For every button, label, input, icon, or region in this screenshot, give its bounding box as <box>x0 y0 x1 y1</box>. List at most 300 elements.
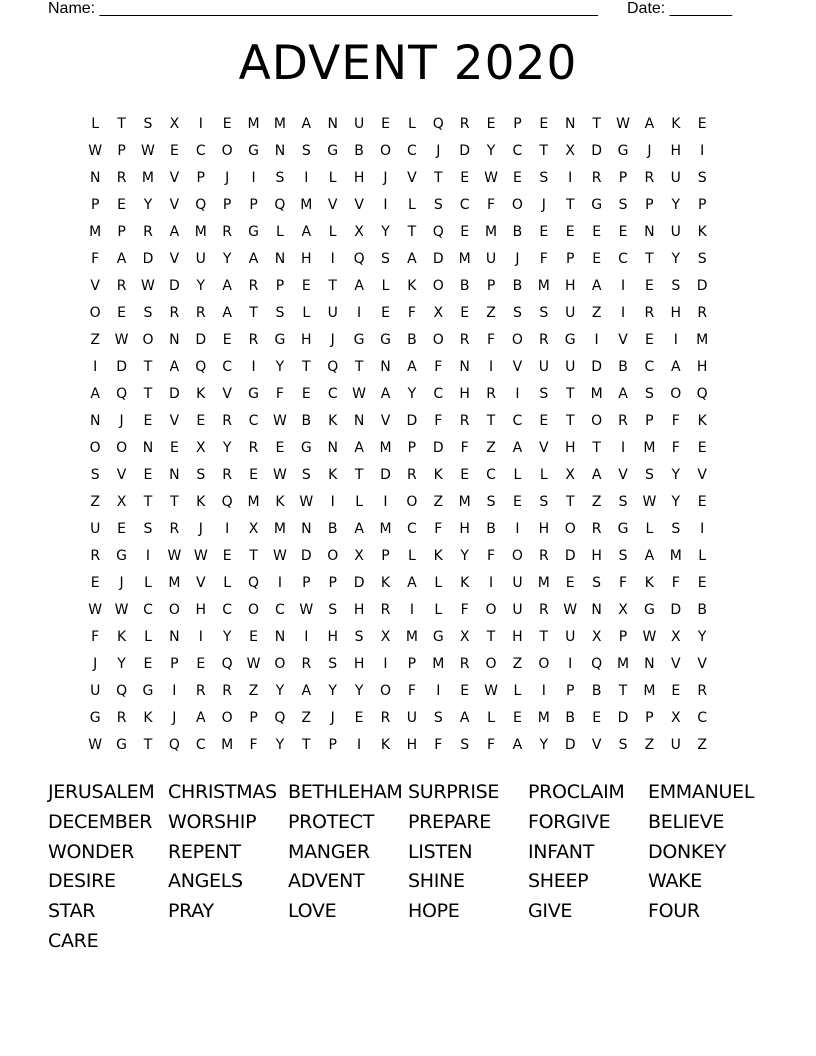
grid-letter: L <box>645 521 654 537</box>
grid-row <box>82 300 742 327</box>
grid-letter: E <box>565 575 575 591</box>
grid-letter: E <box>697 494 707 510</box>
grid-letter: G <box>142 683 154 699</box>
grid-letter: N <box>169 629 180 645</box>
grid-letter: Z <box>486 305 496 321</box>
grid-letter: R <box>644 305 655 321</box>
grid-letter: C <box>248 413 259 429</box>
grid-letter: S <box>196 467 206 483</box>
grid-letter: C <box>618 251 628 267</box>
grid-letter: L <box>302 305 311 321</box>
grid-letter: L <box>328 224 337 240</box>
grid-letter: E <box>460 170 470 186</box>
grid-letter: P <box>407 656 417 672</box>
grid-letter: I <box>277 575 282 591</box>
grid-letter: M <box>537 278 550 294</box>
grid-letter: N <box>274 143 286 159</box>
grid-letter: T <box>407 224 417 240</box>
grid-letter: N <box>327 116 338 132</box>
grid-letter: F <box>487 332 496 348</box>
grid-letter: R <box>169 305 180 321</box>
grid-letter: A <box>380 386 391 402</box>
grid-letter: C <box>222 359 233 375</box>
grid-letter: I <box>488 359 494 375</box>
grid-letter: A <box>116 251 127 267</box>
grid-letter: V <box>512 359 523 375</box>
grid-letter: I <box>357 737 362 753</box>
grid-letter: E <box>539 224 549 240</box>
grid-letter: R <box>380 602 391 618</box>
grid-letter: E <box>169 440 179 456</box>
grid-letter: S <box>90 467 100 483</box>
grid-letter: F <box>487 548 496 564</box>
grid-letter: W <box>616 116 630 132</box>
grid-letter: G <box>643 602 655 618</box>
grid-letter: S <box>143 116 153 132</box>
grid-letter: C <box>697 710 708 726</box>
grid-row <box>82 489 742 516</box>
grid-letter: E <box>249 629 258 645</box>
grid-letter: G <box>617 521 629 537</box>
grid-letter: P <box>618 629 628 645</box>
word-list-item: LOVE <box>288 900 337 923</box>
grid-letter: C <box>406 143 417 159</box>
grid-letter: O <box>432 278 444 294</box>
grid-letter: I <box>330 494 335 510</box>
grid-letter: O <box>564 521 576 537</box>
grid-letter: V <box>169 170 180 186</box>
grid-letter: X <box>670 710 681 726</box>
grid-letter: B <box>459 278 470 294</box>
grid-letter: K <box>196 386 206 402</box>
grid-letter: N <box>459 359 470 375</box>
grid-letter: R <box>538 548 549 564</box>
word-list-item: MANGER <box>288 840 370 863</box>
grid-letter: J <box>330 332 335 348</box>
grid-letter: R <box>248 278 259 294</box>
grid-letter: O <box>432 332 444 348</box>
grid-letter: D <box>459 143 471 159</box>
grid-letter: K <box>116 629 127 645</box>
grid-letter: X <box>433 305 444 321</box>
grid-letter: T <box>618 683 628 699</box>
grid-letter: S <box>460 737 470 753</box>
grid-letter: O <box>485 602 497 618</box>
grid-letter: W <box>642 629 657 645</box>
grid-letter: Q <box>274 710 286 726</box>
grid-letter: O <box>379 683 391 699</box>
word-list-item: LISTEN <box>408 840 473 863</box>
grid-letter: R <box>618 413 628 429</box>
grid-letter: Q <box>696 386 708 402</box>
word-search-grid <box>82 111 742 759</box>
grid-letter: G <box>89 710 101 726</box>
grid-letter: E <box>513 494 522 510</box>
grid-letter: H <box>696 359 708 375</box>
grid-letter: T <box>565 197 575 213</box>
grid-letter: C <box>406 521 417 537</box>
grid-letter: P <box>645 197 654 213</box>
grid-letter: N <box>353 413 365 429</box>
grid-letter: N <box>274 251 286 267</box>
grid-letter: E <box>301 386 311 402</box>
grid-letter: I <box>541 683 546 699</box>
grid-letter: O <box>142 332 154 348</box>
grid-letter: V <box>222 386 232 402</box>
grid-row <box>82 651 742 678</box>
word-list-item: WAKE <box>648 870 703 893</box>
grid-letter: W <box>484 170 498 186</box>
grid-letter: B <box>565 710 576 726</box>
grid-letter: S <box>697 170 707 186</box>
grid-letter: A <box>354 521 364 537</box>
grid-letter: M <box>247 494 260 510</box>
grid-letter: S <box>618 548 628 564</box>
grid-letter: B <box>327 521 338 537</box>
grid-letter: D <box>116 359 127 375</box>
grid-letter: L <box>144 629 152 645</box>
grid-letter: E <box>381 116 390 132</box>
grid-letter: K <box>328 467 338 483</box>
grid-letter: W <box>114 602 129 618</box>
grid-letter: V <box>116 467 127 483</box>
grid-letter: Y <box>275 683 285 699</box>
grid-letter: M <box>432 656 445 672</box>
grid-letter: L <box>539 467 548 483</box>
grid-letter: I <box>145 548 151 564</box>
grid-letter: D <box>168 278 180 294</box>
grid-letter: Z <box>90 332 100 348</box>
grid-letter: K <box>460 575 470 591</box>
grid-letter: I <box>515 521 520 537</box>
grid-letter: G <box>591 197 603 213</box>
grid-letter: O <box>511 332 523 348</box>
grid-letter: Y <box>486 143 496 159</box>
grid-letter: T <box>354 467 364 483</box>
grid-letter: E <box>486 116 496 132</box>
grid-letter: H <box>512 629 523 645</box>
grid-letter: M <box>696 332 709 348</box>
grid-letter: C <box>222 602 233 618</box>
grid-letter: A <box>512 737 523 753</box>
grid-letter: T <box>486 629 496 645</box>
grid-letter: O <box>89 305 101 321</box>
grid-letter: W <box>563 602 578 618</box>
grid-letter: S <box>513 305 522 321</box>
grid-letter: M <box>168 575 181 591</box>
grid-letter: V <box>697 656 707 672</box>
grid-letter: Y <box>222 251 232 267</box>
grid-letter: P <box>117 224 126 240</box>
grid-letter: H <box>353 656 365 672</box>
grid-letter: L <box>698 548 707 564</box>
grid-letter: B <box>618 359 628 375</box>
grid-letter: O <box>511 197 523 213</box>
grid-letter: E <box>697 116 707 132</box>
grid-letter: S <box>328 602 338 618</box>
grid-letter: F <box>671 413 680 429</box>
grid-letter: I <box>436 683 441 699</box>
grid-letter: X <box>670 629 681 645</box>
grid-letter: P <box>486 278 496 294</box>
grid-letter: A <box>644 548 655 564</box>
grid-letter: P <box>566 683 575 699</box>
grid-letter: E <box>222 548 232 564</box>
grid-letter: Q <box>327 359 339 375</box>
word-list-item: EMMANUEL <box>648 781 755 803</box>
grid-letter: H <box>301 251 312 267</box>
grid-letter: D <box>432 251 444 267</box>
grid-letter: M <box>643 440 656 456</box>
grid-row <box>82 516 742 543</box>
grid-letter: G <box>432 629 444 645</box>
grid-letter: S <box>539 386 549 402</box>
grid-letter: G <box>116 737 128 753</box>
grid-row <box>82 354 742 381</box>
grid-letter: S <box>301 143 311 159</box>
grid-letter: F <box>487 197 496 213</box>
grid-letter: E <box>117 521 127 537</box>
grid-letter: E <box>143 656 153 672</box>
grid-row <box>82 138 742 165</box>
grid-letter: H <box>670 143 682 159</box>
grid-row <box>82 219 742 246</box>
grid-letter: A <box>354 278 364 294</box>
grid-letter: T <box>302 737 311 753</box>
grid-letter: A <box>354 440 364 456</box>
grid-letter: Y <box>539 737 549 753</box>
grid-letter: F <box>434 521 443 537</box>
grid-letter: J <box>330 710 335 726</box>
grid-letter: E <box>381 305 390 321</box>
grid-letter: E <box>460 305 470 321</box>
grid-row <box>82 624 742 651</box>
grid-letter: O <box>221 710 233 726</box>
grid-letter: X <box>248 521 259 537</box>
word-list-item: HOPE <box>408 900 460 923</box>
word-list-item: PREPARE <box>408 810 492 833</box>
grid-letter: W <box>352 386 367 402</box>
grid-letter: P <box>513 116 522 132</box>
grid-letter: O <box>379 143 391 159</box>
grid-letter: K <box>644 575 654 591</box>
grid-letter: P <box>249 710 258 726</box>
grid-letter: A <box>222 305 232 321</box>
word-list-item: SURPRISE <box>408 781 500 803</box>
grid-letter: K <box>697 413 707 429</box>
grid-letter: M <box>379 440 392 456</box>
grid-letter: T <box>302 359 311 375</box>
grid-letter: C <box>143 602 153 618</box>
grid-letter: A <box>301 683 312 699</box>
word-list-item: DONKEY <box>648 840 727 863</box>
grid-letter: T <box>565 386 575 402</box>
grid-letter: F <box>671 575 680 591</box>
grid-letter: V <box>697 467 707 483</box>
grid-letter: Q <box>195 359 207 375</box>
grid-letter: F <box>434 737 443 753</box>
grid-letter: Z <box>512 656 523 672</box>
grid-letter: Z <box>697 737 707 753</box>
grid-letter: J <box>647 143 652 159</box>
grid-letter: N <box>301 521 312 537</box>
word-list-item: SHEEP <box>528 870 589 893</box>
grid-letter: M <box>273 521 286 537</box>
grid-letter: H <box>564 440 576 456</box>
grid-letter: P <box>275 278 285 294</box>
grid-letter: P <box>381 548 390 564</box>
grid-letter: H <box>459 521 470 537</box>
grid-letter: Z <box>301 710 312 726</box>
grid-letter: R <box>459 413 470 429</box>
grid-letter: E <box>513 170 522 186</box>
grid-letter: I <box>594 332 599 348</box>
grid-letter: R <box>486 386 496 402</box>
grid-letter: E <box>539 413 549 429</box>
grid-letter: I <box>568 656 573 672</box>
grid-row <box>82 435 742 462</box>
grid-letter: O <box>327 548 339 564</box>
word-list-item: REPENT <box>168 840 241 863</box>
grid-letter: J <box>119 575 124 591</box>
grid-letter: V <box>354 197 364 213</box>
grid-letter: Q <box>274 197 286 213</box>
grid-letter: A <box>407 251 417 267</box>
grid-letter: E <box>222 332 232 348</box>
grid-letter: I <box>383 197 388 213</box>
grid-letter: V <box>539 440 549 456</box>
grid-row <box>82 192 742 219</box>
grid-letter: B <box>301 413 312 429</box>
grid-letter: U <box>670 737 681 753</box>
grid-letter: B <box>486 521 496 537</box>
grid-letter: E <box>143 413 153 429</box>
grid-letter: Y <box>354 683 364 699</box>
grid-letter: E <box>539 116 549 132</box>
grid-letter: R <box>195 683 206 699</box>
grid-letter: S <box>354 629 364 645</box>
grid-letter: S <box>618 737 628 753</box>
grid-letter: G <box>327 143 339 159</box>
grid-letter: R <box>644 170 655 186</box>
grid-letter: L <box>513 683 522 699</box>
grid-letter: P <box>618 170 628 186</box>
grid-letter: J <box>198 521 203 537</box>
grid-letter: C <box>275 602 285 618</box>
name-field-line: Name: ________________________________________________________ <box>48 0 598 17</box>
word-list-item: BETHLEHAM <box>288 781 403 803</box>
grid-letter: Q <box>221 494 233 510</box>
grid-letter: D <box>617 710 629 726</box>
grid-letter: W <box>273 467 287 483</box>
grid-letter: U <box>565 359 576 375</box>
grid-letter: P <box>645 710 654 726</box>
grid-letter: P <box>117 143 126 159</box>
grid-letter: Z <box>591 494 602 510</box>
grid-letter: I <box>330 251 335 267</box>
date-field-line: Date: _______ <box>627 0 732 17</box>
grid-letter: U <box>512 575 523 591</box>
grid-letter: L <box>407 116 416 132</box>
grid-letter: O <box>221 143 233 159</box>
grid-letter: N <box>644 656 655 672</box>
grid-letter: R <box>222 467 233 483</box>
grid-letter: M <box>89 224 102 240</box>
grid-letter: X <box>565 467 576 483</box>
word-list-item: JERUSALEM <box>48 781 155 803</box>
grid-row <box>82 165 742 192</box>
grid-letter: U <box>670 170 681 186</box>
word-list-item: BELIEVE <box>648 810 725 833</box>
grid-letter: S <box>143 305 153 321</box>
grid-letter: N <box>169 467 180 483</box>
grid-letter: E <box>618 224 628 240</box>
grid-letter: W <box>642 494 657 510</box>
grid-letter: L <box>328 170 337 186</box>
grid-letter: T <box>539 629 549 645</box>
grid-letter: J <box>93 656 98 672</box>
grid-letter: L <box>144 575 152 591</box>
grid-letter: M <box>643 683 656 699</box>
grid-letter: E <box>460 224 470 240</box>
grid-letter: Q <box>248 575 260 591</box>
grid-letter: V <box>671 656 681 672</box>
grid-letter: V <box>169 197 180 213</box>
grid-letter: Y <box>407 386 417 402</box>
grid-letter: E <box>354 710 364 726</box>
grid-letter: A <box>618 386 628 402</box>
grid-letter: K <box>380 575 391 591</box>
grid-letter: T <box>328 278 337 294</box>
grid-letter: K <box>196 494 206 510</box>
grid-letter: X <box>618 602 628 618</box>
grid-letter: S <box>618 494 628 510</box>
grid-letter: B <box>512 224 523 240</box>
grid-letter: Q <box>116 683 128 699</box>
grid-letter: R <box>90 548 101 564</box>
grid-letter: V <box>618 332 628 348</box>
grid-letter: I <box>700 143 705 159</box>
word-list-item: SHINE <box>408 870 465 893</box>
grid-letter: B <box>697 602 707 618</box>
grid-letter: P <box>196 170 205 186</box>
grid-letter: E <box>513 710 522 726</box>
grid-letter: V <box>195 575 206 591</box>
grid-letter: S <box>381 251 390 267</box>
grid-letter: Y <box>381 224 390 240</box>
grid-letter: T <box>565 494 575 510</box>
grid-letter: K <box>433 548 443 564</box>
grid-letter: M <box>273 116 286 132</box>
grid-row <box>82 111 742 138</box>
grid-letter: E <box>697 440 707 456</box>
grid-letter: S <box>486 494 496 510</box>
grid-letter: U <box>565 629 576 645</box>
grid-letter: X <box>354 224 364 240</box>
grid-letter: I <box>304 629 309 645</box>
word-list-item: PROCLAIM <box>528 781 625 803</box>
grid-letter: Z <box>433 494 444 510</box>
grid-letter: I <box>620 440 626 456</box>
grid-letter: W <box>273 548 287 564</box>
grid-letter: J <box>119 413 124 429</box>
word-list-item: WORSHIP <box>168 810 257 833</box>
grid-letter: G <box>274 332 286 348</box>
grid-letter: R <box>116 170 127 186</box>
grid-letter: T <box>143 494 153 510</box>
grid-letter: L <box>223 575 232 591</box>
grid-letter: C <box>512 413 523 429</box>
